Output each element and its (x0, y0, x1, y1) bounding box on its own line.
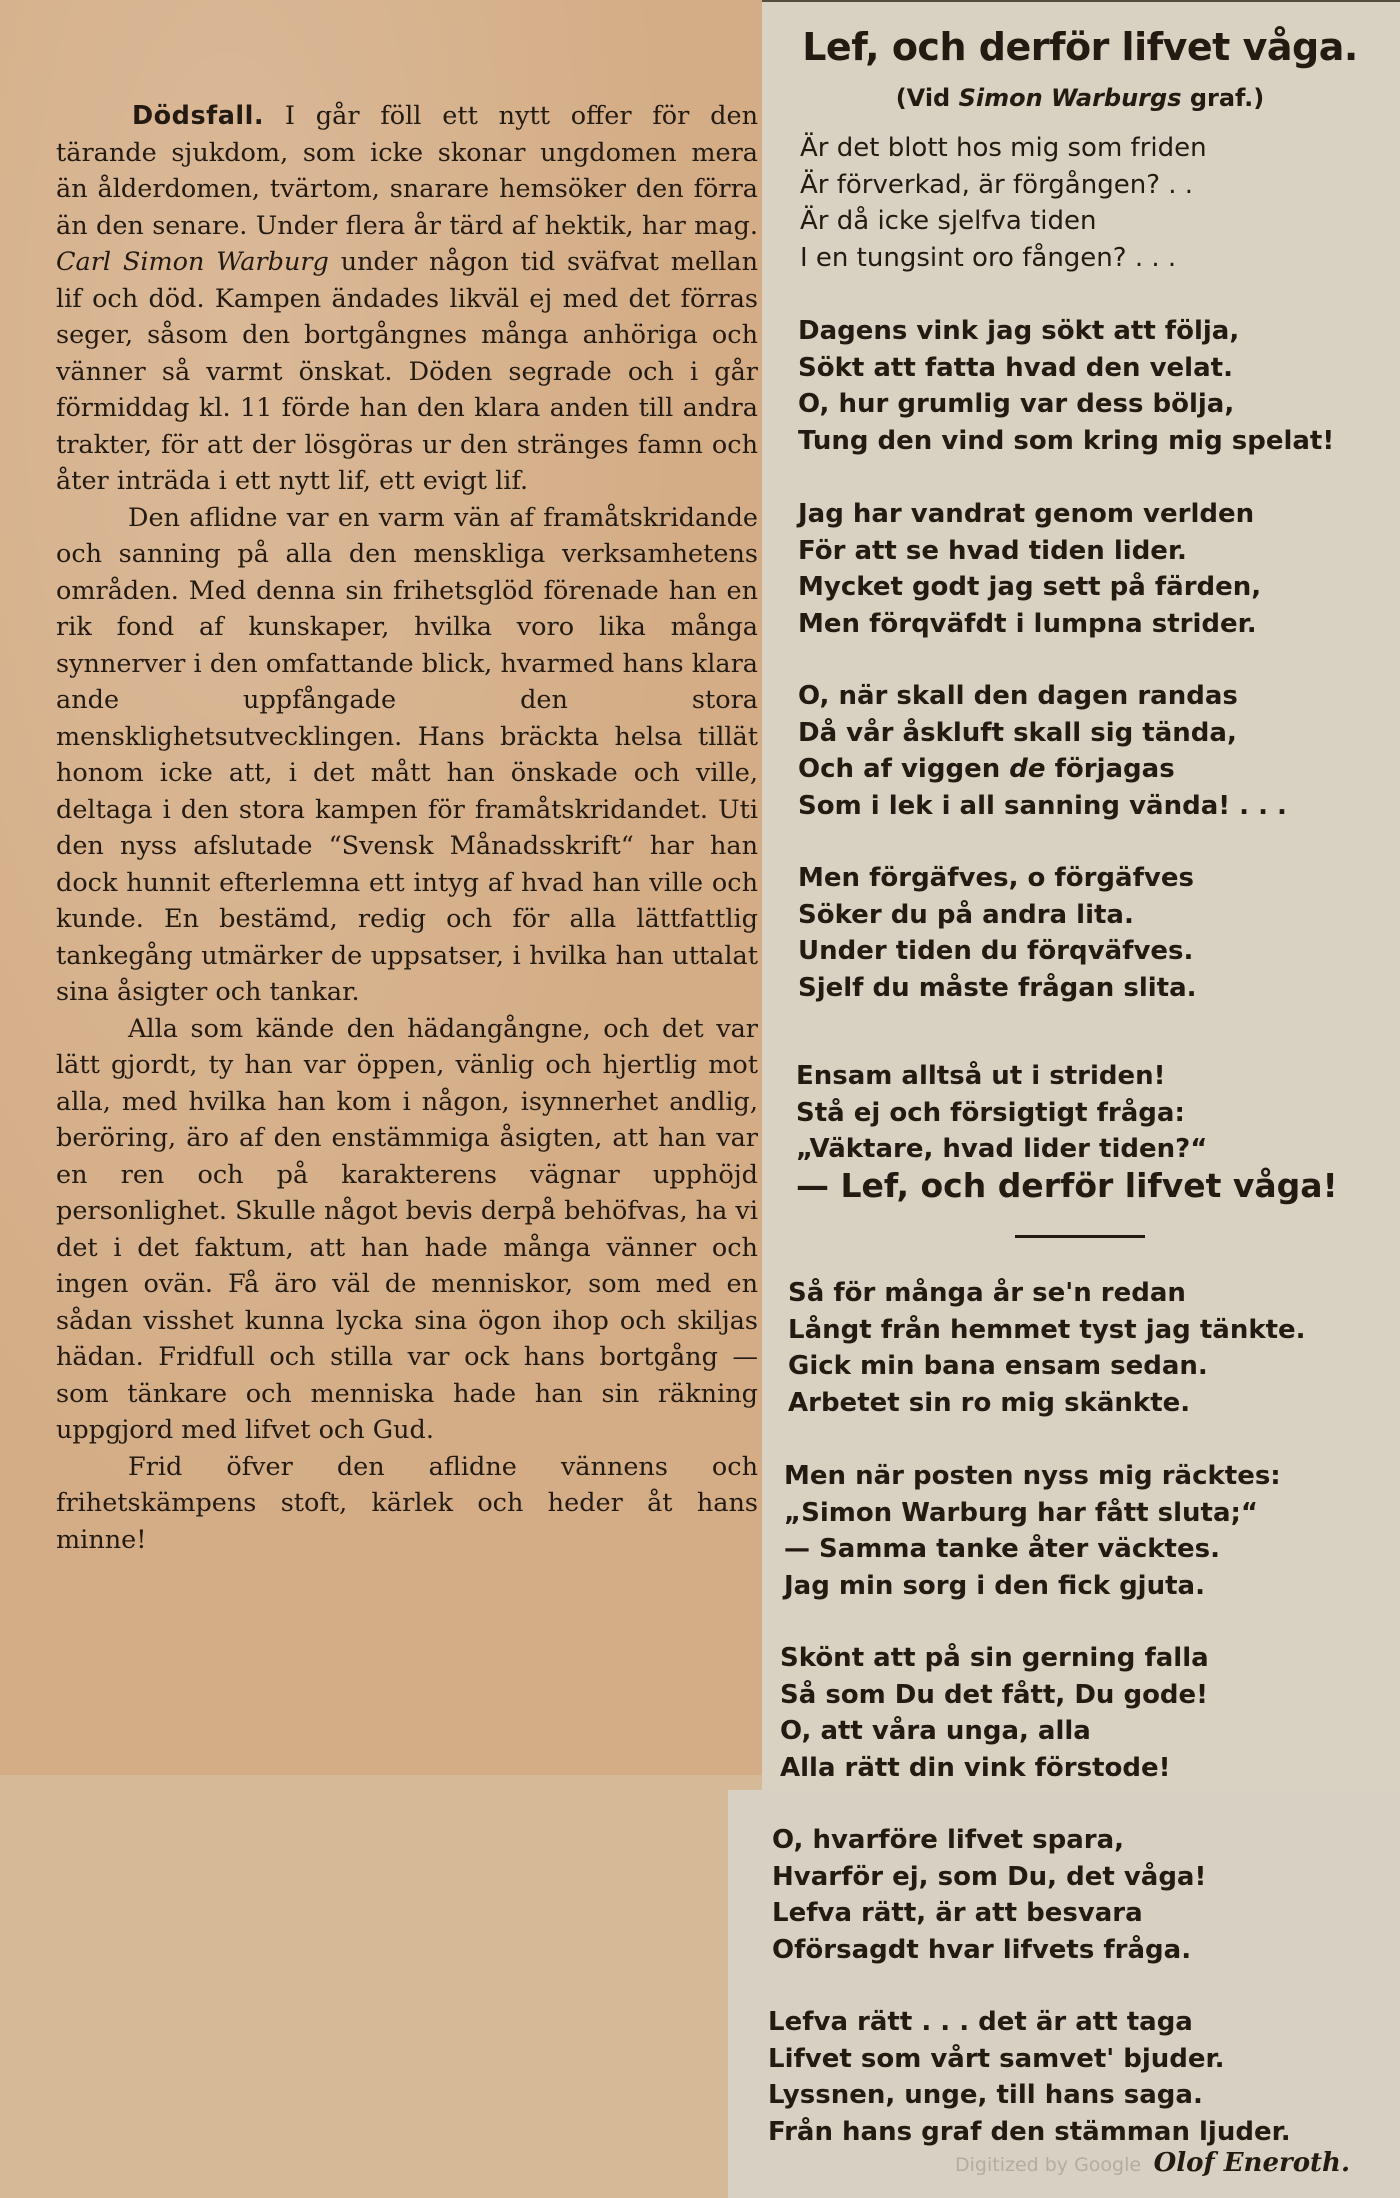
verse-line: För att se hvad tiden lider. (798, 535, 1187, 566)
verse-line: Jag har vandrat genom verlden (798, 499, 1255, 529)
stanza-4 (798, 678, 1287, 824)
obituary-article (56, 98, 758, 1558)
obituary-para-1 (56, 98, 758, 500)
verse-line: Under tiden du förqväfves. (798, 936, 1194, 966)
verse-line: Är då icke sjelfva tiden (800, 206, 1097, 236)
verse-line: Så för många år se'n redan (788, 1278, 1186, 1308)
verse-line: Då vår åskluft skall sig tända, (798, 717, 1237, 748)
verse-line: Dagens vink jag sökt att följa, (798, 316, 1240, 346)
verse-line: Oförsagdt hvar lifvets fråga. (772, 1934, 1192, 1965)
verse-line: Hvarför ej, som Du, det våga! (772, 1861, 1207, 1892)
verse-line: Skönt att på sin gerning falla (780, 1643, 1209, 1673)
obituary-para-4: Frid öfver den aflidne vännens och frihetskämpens stoft, kärlek och heder åt hans minne! (56, 1451, 758, 1555)
verse-line: O, hvarföre lifvet spara, (772, 1825, 1125, 1855)
verse-line: Är förverkad, är förgången? . . (800, 169, 1194, 200)
section-rule (1015, 1235, 1145, 1238)
verse-line: Men förgäfves, o förgäfves (798, 863, 1194, 893)
stanza-9 (780, 1640, 1209, 1786)
stanza-8 (784, 1458, 1281, 1604)
verse-line: Lefva rätt . . . det är att taga (768, 2007, 1193, 2037)
verse-line: Lefva rätt, är att besvara (772, 1898, 1143, 1928)
poem-title: Lef, och derför lifvet våga. (802, 25, 1358, 69)
subtitle-open: (Vid (895, 84, 951, 112)
digitized-watermark: Digitized by Google (955, 2154, 1142, 2176)
para1-text-b: under någon tid sväfvat mellan lif och död. Kampen ändades likväl ej med det förras seger, såsom den bortgångnes många anhöriga och vänner så varmt önskat. Döden segrade och i går förmiddag kl. 11 förde han den klara anden till andra trakter, för att der lösgöras ur den stränges famn och åter inträda i ett nytt lif, ett evigt lif. (56, 247, 759, 496)
obituary-para-3: Alla som kände den hädangångne, och det var lätt gjordt, ty han var öppen, vänlig och hjertlig mot alla, med hvilka han kom i någon, isynnerhet andlig, beröring, äro af den enstämmiga åsigten, att han var en ren och på karakterens vägnar upphöjd personlighet. Skulle något bevis derpå behöfvas, ha vi det i det faktum, att han hade många vänner och ingen ovän. Få äro väl de menniskor, som med en sådan visshet kunna lycka sina ögon ihop och skiljas hädan. Fridfull och stilla var ock hans bortgång — som tänkare och menniska hade han sin räkning uppgjord med lifvet och Gud. (56, 1013, 758, 1445)
obituary-para-2: Den aflidne var en varm vän af framåtskridande och sanning på alla den menskliga verksamhetens områden. Med denna sin frihetsglöd förenade han en rik fond af kunskaper, hvilka voro lika många synnerver i den omfattande blick, hvarmed hans klara ande uppfångade den stora mensklighetsutvecklingen. Hans bräckta helsa tillät honom icke att, i det mått han önskade och ville, deltaga i den stora kampen för framåtskridandet. Uti den nyss afslutade “Svensk Månadsskrift“ har han dock hunnit efterlemna ett intyg af hvad han ville och kunde. En bestämd, redig och för alla lättfattlig tankegång utmärker de uppsatser, i hvilka han uttalat sina åsigter och tankar. (56, 502, 758, 1007)
verse-fragment: Och af viggen (798, 754, 1001, 784)
refrain-line: — Lef, och derför lifvet våga! (796, 1165, 1338, 1205)
obituary-kicker: Dödsfall. (132, 101, 265, 131)
verse-line: Men när posten nyss mig räcktes: (784, 1461, 1281, 1491)
stanza-11 (768, 2004, 1291, 2150)
verse-line: Alla rätt din vink förstode! (780, 1752, 1171, 1783)
verse-line: O, att våra unga, alla (780, 1716, 1091, 1746)
stanza-5 (798, 860, 1197, 1006)
verse-line: Lifvet som vårt samvet' bjuder. (768, 2043, 1225, 2074)
verse-line: Ensam alltså ut i striden! (796, 1061, 1166, 1091)
verse-line: Är det blott hos mig som friden (800, 133, 1207, 163)
verse-italic-word: de (1009, 754, 1046, 784)
verse-line: „Simon Warburg har fått sluta;“ (784, 1497, 1259, 1528)
poem-signature: Olof Eneroth. (1153, 2148, 1350, 2178)
verse-line: Så som Du det fått, Du gode! (780, 1679, 1209, 1710)
stanza-2 (798, 313, 1334, 459)
verse-line: „Väktare, hvad lider tiden?“ (796, 1134, 1208, 1164)
stanza-1 (800, 130, 1207, 276)
stanza-6 (796, 1058, 1338, 1204)
verse-line: Sjelf du måste frågan slita. (798, 972, 1197, 1003)
subtitle-name: Simon Warburgs (958, 84, 1182, 112)
para1-text-a: I går föll ett nytt offer för den tärande sjukdom, som icke skonar ungdomen mera än ålderdomen, tvärtom, snarare hemsöker den förra än den senare. Under flera år tärd af hektik, har mag. (56, 101, 759, 241)
verse-line: Mycket godt jag sett på färden, (798, 572, 1262, 602)
verse-line: Som i lek i all sanning vända! . . . (798, 790, 1287, 821)
deceased-name: Carl Simon Warburg (56, 247, 329, 277)
verse-line: Långt från hemmet tyst jag tänkte. (788, 1314, 1306, 1345)
top-rule (762, 0, 1400, 2)
verse-line: O, hur grumlig var dess bölja, (798, 389, 1235, 419)
verse-line: Tung den vind som kring mig spelat! (798, 425, 1335, 456)
verse-line: Arbetet sin ro mig skänkte. (788, 1387, 1191, 1418)
verse-line: I en tungsint oro fången? . . . (800, 242, 1177, 273)
verse-line: O, när skall den dagen randas (798, 681, 1238, 711)
stanza-7 (788, 1275, 1306, 1421)
verse-line: Från hans graf den stämman ljuder. (768, 2116, 1291, 2147)
subtitle-close: graf.) (1189, 84, 1265, 112)
verse-line: Söker du på andra lita. (798, 899, 1134, 930)
verse-line: Gick min bana ensam sedan. (788, 1351, 1208, 1381)
verse-line: Stå ej och försigtigt fråga: (796, 1097, 1185, 1128)
verse-line: Sökt att fatta hvad den velat. (798, 352, 1233, 383)
stanza-3 (798, 496, 1261, 642)
verse-fragment: förjagas (1054, 754, 1175, 784)
verse-line (798, 751, 1287, 788)
verse-line: Men förqväfdt i lumpna strider. (798, 608, 1257, 639)
verse-line: — Samma tanke åter väcktes. (784, 1534, 1220, 1564)
verse-line: Lyssnen, unge, till hans saga. (768, 2080, 1203, 2110)
verse-line: Jag min sorg i den fick gjuta. (784, 1570, 1205, 1601)
poem-subtitle (800, 80, 1360, 116)
stanza-10 (772, 1822, 1206, 1968)
